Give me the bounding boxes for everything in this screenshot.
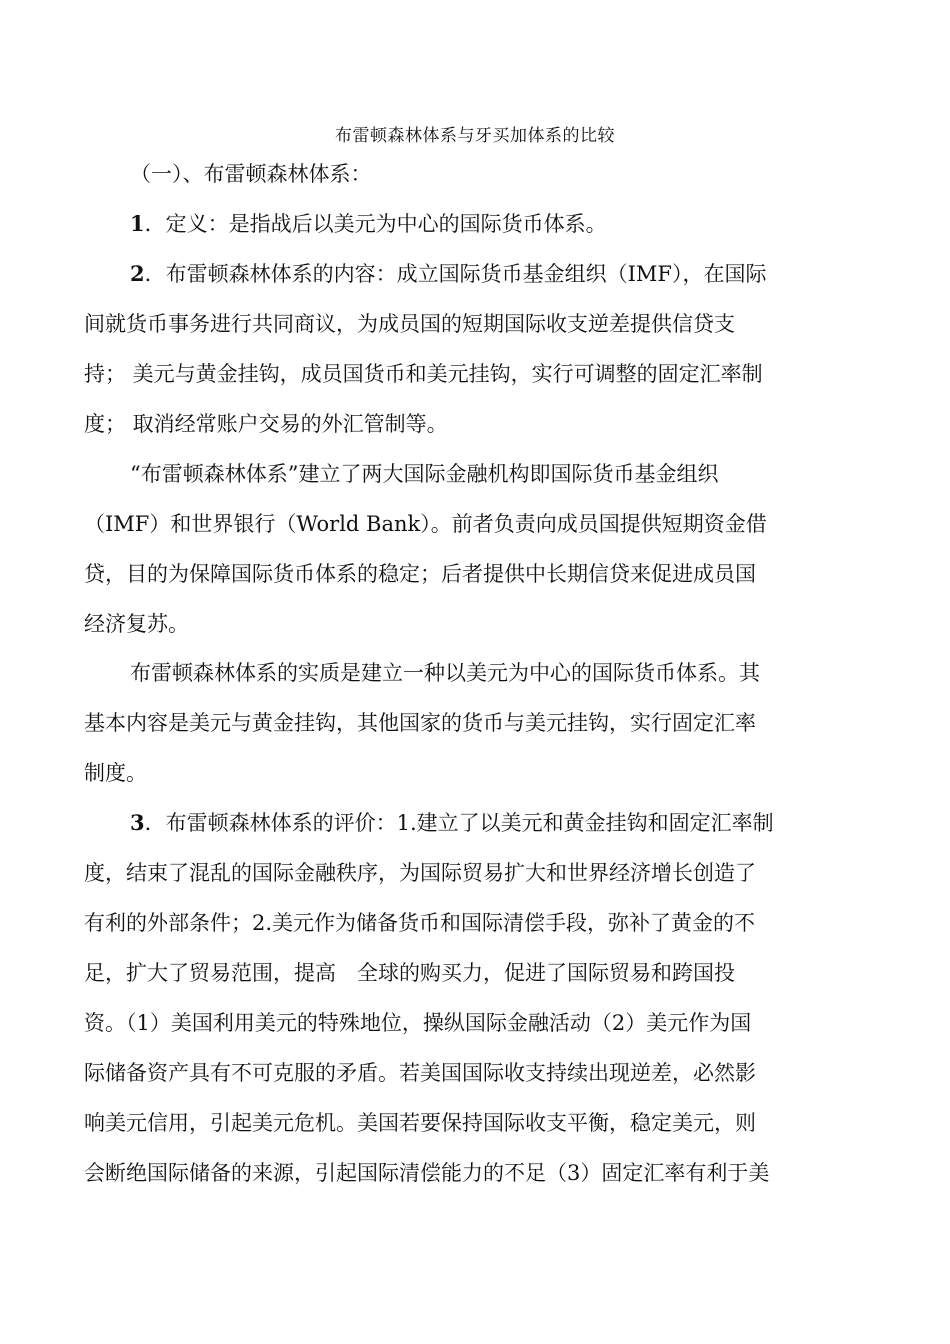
item3-line-2: 度，结束了混乱的国际金融秩序，为国际贸易扩大和世界经济增长创造了 [84,861,756,885]
item2-number: 2 [130,261,145,286]
institutions-line-2: （IMF）和世界银行（World Bank）。前者负责向成员国提供短期资金借 [84,512,767,536]
essence-line-3: 制度。 [84,761,147,785]
item3-line-6: 际储备资产具有不可克服的矛盾。若美国国际收支持续出现逆差，必然影 [84,1061,756,1085]
item1-number: 1 [130,211,145,236]
item2-line-3: 持； 美元与黄金挂钩，成员国货币和美元挂钩，实行可调整的固定汇率制 [84,362,763,386]
item3-line-1 [130,808,774,838]
item2-line-2: 间就货币事务进行共同商议，为成员国的短期国际收支逆差提供信贷支 [84,312,735,336]
item3-line-3: 有利的外部条件；2.美元作为储备货币和国际清偿手段，弥补了黄金的不 [84,911,756,935]
item3-number: 3 [130,810,145,835]
item1-line [130,209,607,239]
section-heading: （一）、布雷顿森林体系： [130,162,372,186]
item3-line-4: 足，扩大了贸易范围，提高 全球的购买力，促进了国际贸易和跨国投 [84,961,735,985]
item3-line-8: 会断绝国际储备的来源，引起国际清偿能力的不足（3）固定汇率有利于美 [84,1161,770,1185]
essence-line-1: 布雷顿森林体系的实质是建立一种以美元为中心的国际货币体系。其 [130,661,760,685]
institutions-line-1: “布雷顿森林体系”建立了两大国际金融机构即国际货币基金组织 [130,462,719,486]
item2-text-1: ．布雷顿森林体系的内容：成立国际货币基金组织（IMF），在国际 [144,262,767,286]
item3-line-7: 响美元信用，引起美元危机。美国若要保持国际收支平衡，稳定美元，则 [84,1111,756,1135]
institutions-line-4: 经济复苏。 [84,612,189,636]
item2-line-1 [130,259,767,289]
institutions-line-3: 贷，目的为保障国际货币体系的稳定；后者提供中长期信贷来促进成员国 [84,562,756,586]
essence-line-2: 基本内容是美元与黄金挂钩，其他国家的货币与美元挂钩，实行固定汇率 [84,711,756,735]
item3-line-5: 资。（1）美国利用美元的特殊地位，操纵国际金融活动（2）美元作为国 [84,1011,752,1035]
item2-line-4: 度； 取消经常账户交易的外汇管制等。 [84,412,448,436]
document-title: 布雷顿森林体系与牙买加体系的比较 [335,126,615,146]
item1-text: ．定义：是指战后以美元为中心的国际货币体系。 [144,212,607,236]
item3-text-1: ．布雷顿森林体系的评价：1.建立了以美元和黄金挂钩和固定汇率制 [144,811,774,835]
